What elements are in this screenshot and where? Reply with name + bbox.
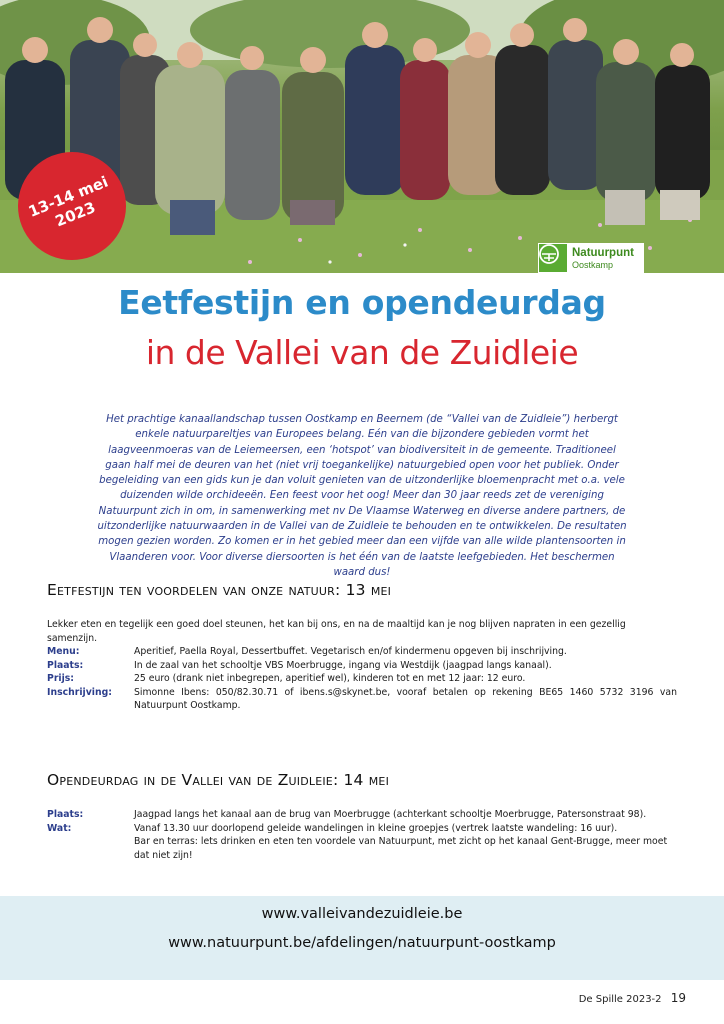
info-value: In de zaal van het schooltje VBS Moerbrugge, ingang via Westdijk (jaagpad langs kanaal). — [134, 659, 552, 671]
hero-photo — [0, 0, 724, 273]
link-natuurpunt-oostkamp[interactable]: www.natuurpunt.be/afdelingen/natuurpunt-oostkamp — [168, 935, 556, 951]
page-subtitle: in de Vallei van de Zuidleie — [145, 333, 579, 372]
date-badge-text: 13-14 mei 2023 — [25, 172, 111, 231]
info-row-wat — [47, 822, 677, 836]
publication-name: De Spille 2023-2 — [578, 994, 662, 1005]
info-value: Vanaf 13.30 uur doorlopend geleide wandelingen in kleine groepjes (vertrek laatste wandeling: 16 uur). — [134, 822, 618, 834]
info-label: Menu: — [47, 646, 80, 657]
info-row-plaats — [47, 659, 677, 673]
info-label: Wat: — [47, 822, 72, 834]
info-label — [47, 835, 134, 862]
logo-name: Natuurpunt — [572, 246, 634, 259]
logo-subtitle: Oostkamp — [572, 259, 614, 270]
info-value: 25 euro (drank niet inbegrepen, aperitief wel), kinderen tot en met 12 jaar: 12 euro. — [134, 673, 526, 684]
section-eetfestijn-body — [47, 618, 677, 713]
info-label: Plaats: — [47, 659, 84, 671]
section-opendeurdag-body — [47, 808, 677, 862]
info-label: Prijs: — [47, 673, 75, 684]
info-row-bar — [47, 835, 677, 862]
info-row-menu — [47, 645, 677, 659]
info-row-plaats — [47, 808, 677, 822]
info-row-inschrijving — [47, 686, 677, 713]
eetfestijn-lead: Lekker eten en tegelijk een goed doel steunen, het kan bij ons, en na de maaltijd kan je nog blijven napraten in een gezellig samenzijn. — [47, 619, 626, 644]
info-label: Plaats: — [47, 809, 84, 820]
links-band — [0, 896, 724, 980]
page-footer — [579, 991, 686, 1005]
info-value: Jaagpad langs het kanaal aan de brug van Moerbrugge (achterkant schooltje Moerbrugge, Patersonstraat 98). — [134, 809, 647, 820]
link-valleivandezuidleie[interactable]: www.valleivandezuidleie.be — [261, 906, 463, 922]
info-label: Inschrijving: — [47, 686, 112, 698]
section-heading-opendeurdag: Opendeurdag in de Vallei van de Zuidleie: 14 mei — [47, 771, 390, 789]
page-number: 19 — [670, 991, 686, 1005]
info-value: Bar en terras: lets drinken en eten ten voordele van Natuurpunt, met zicht op het kanaal Gent-Brugge, meer moet dat niet zijn! — [134, 836, 668, 861]
intro-paragraph: Het prachtige kanaallandschap tussen Oostkamp en Beernem (de “Vallei van de Zuidleie”) herbergt enkele natuurpareltjes van Europees belang. Eén van die bijzondere gebieden vormt het laagveenmoeras van de Leiemeersen, een ‘hotspot’ van biodiversiteit in de gemeente. Traditioneel gaan half mei de deuren van het (niet vrij toegankelijke) natuurgebied open voor het publiek. Onder begeleiding van een gids kun je dan voluit genieten van de uitzonderlijke bloemenpracht met o.a. vele duizenden wilde orchideeën. Een feest voor het oog! Meer dan 30 jaar reeds zet de vereniging Natuurpunt zich in om, in samenwerking met nv De Vlaamse Waterweg en diverse andere partners, de uitzonderlijke natuurwaarden in de Vallei van de Zuidleie te behouden en te ontwikkelen. De resultaten mogen gezien worden. Zo komen er in het gebied meer dan een vijfde van alle wilde plantensoorten in Vlaanderen voor. Voor diverse diersoorten is het één van de laatste leefgebieden. Het beschermen waard dus! — [97, 414, 627, 578]
page-title: Eetfestijn en opendeurdag — [118, 283, 606, 322]
info-value: Aperitief, Paella Royal, Dessertbuffet. Vegetarisch en/of kindermenu opgeven bij inschrijving. — [134, 646, 567, 657]
natuurpunt-logo — [538, 243, 644, 273]
natuurpunt-logo-icon — [539, 244, 567, 272]
info-row-prijs — [47, 672, 677, 686]
section-heading-eetfestijn: Eetfestijn ten voordelen van onze natuur: 13 mei — [47, 581, 392, 599]
info-value: Simonne Ibens: 050/82.30.71 of ibens.s@skynet.be, vooraf betalen op rekening BE65 1460 5732 3196 van Natuurpunt Oostkamp. — [134, 686, 677, 711]
